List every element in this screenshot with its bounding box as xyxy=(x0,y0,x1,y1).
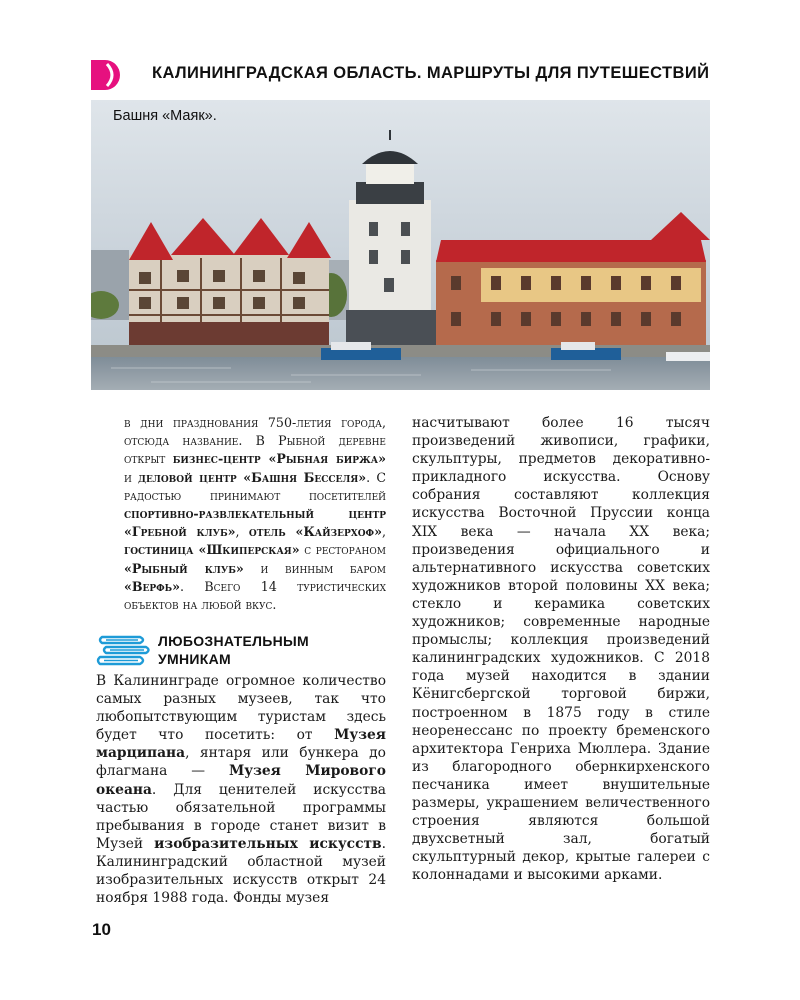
text-column-left-bottom xyxy=(96,672,386,907)
section-title xyxy=(158,633,309,668)
section-heading xyxy=(96,633,386,671)
bold-term: деловой центр «Башня Бесселя» xyxy=(138,469,367,485)
bold-term: изобразительных искусств xyxy=(154,835,382,852)
bold-term: Музея Мирового океана xyxy=(96,763,386,798)
bold-term: бизнес-центр «Рыбная биржа» xyxy=(172,451,386,467)
text-column-left-top xyxy=(124,414,386,614)
text-run: в дни празднования xyxy=(124,415,268,430)
text-run: . Калининградский областной музей изобразительных искусств открыт 24 ноября 1988 года. Фонды музея xyxy=(96,835,386,907)
text-run: насчитывают более 16 тысяч произведений живописи, графики, скульптуры, предметов декоративно-прикладного искусства. Основу собрания составляют коллекция искусства Восточной Пруссии конца XIX века — начала XX века; произведения официального и альтернативного искусства советских художников второй половины XX века; стекло и керамика советских художников; современные народные промыслы; коллекция произведений калининградских художников. С 2018 года музей находится в здании Кёнигсбергской торговой биржи, построенном в 1875 году в стиле неоренессанс по проекту бременского архитектора Генриха Мюллера. Здание из благородного обернкирхенского песчаника имеет внушительные размеры, украшением величественного строения являются большой двухсветный зал, богатый скульптурный декор, крытые галереи с колоннадами и высокими арками. xyxy=(412,415,710,884)
bold-term: «Верфь» xyxy=(124,578,180,594)
text-run: , xyxy=(381,524,386,540)
text-run: В Калининграде огромное количество самых разных музеев, так что любопытствующим туристам здесь будет что посетить: от xyxy=(96,673,386,744)
text-run: с рестораном xyxy=(299,542,386,558)
text-run: . Всего 14 туристических объектов на любой вкус. xyxy=(124,578,386,613)
text-run: , xyxy=(235,524,249,540)
text-run: , янтаря или бункера до флагмана — xyxy=(96,745,386,780)
books-icon xyxy=(96,633,152,669)
lighthouse-photo xyxy=(91,100,710,390)
bold-term: отель «Кайзерхоф» xyxy=(248,524,382,540)
text-run: . С радостью принимают посетителей xyxy=(124,469,386,503)
bold-term: гостиница «Шкиперская» xyxy=(124,542,300,558)
section-title-line2: УМНИКАМ xyxy=(158,650,231,667)
page-number: 10 xyxy=(92,920,111,939)
section-title-line1: ЛЮБОЗНАТЕЛЬНЫМ xyxy=(158,633,309,649)
bold-term: Музея марципана xyxy=(96,727,386,762)
running-header-title: КАЛИНИНГРАДСКАЯ ОБЛАСТЬ. МАРШРУТЫ ДЛЯ ПУТЕШЕСТВИЙ xyxy=(152,64,710,82)
text-column-right xyxy=(412,414,710,884)
paragraph xyxy=(96,672,386,907)
text-run: -летия города, отсюда название. В Рыбной деревне открыт xyxy=(124,415,387,467)
bold-term: спортивно-развлекательный центр «Гребной клуб» xyxy=(124,506,386,540)
text-run: и винным баром xyxy=(243,560,386,576)
bold-term: «Рыбный клуб» xyxy=(124,560,244,576)
text-run: и xyxy=(124,469,139,485)
paragraph xyxy=(412,414,710,884)
text-run: 750 xyxy=(267,415,292,430)
fishing-village-illustration xyxy=(91,100,710,390)
paragraph xyxy=(124,414,386,614)
pink-arrow-marker-icon xyxy=(91,60,125,90)
photo-caption: Башня «Маяк». xyxy=(113,108,217,124)
text-run: . Для ценителей искусства частью обязательной программы пребывания в городе станет визит в Музей xyxy=(96,781,386,852)
